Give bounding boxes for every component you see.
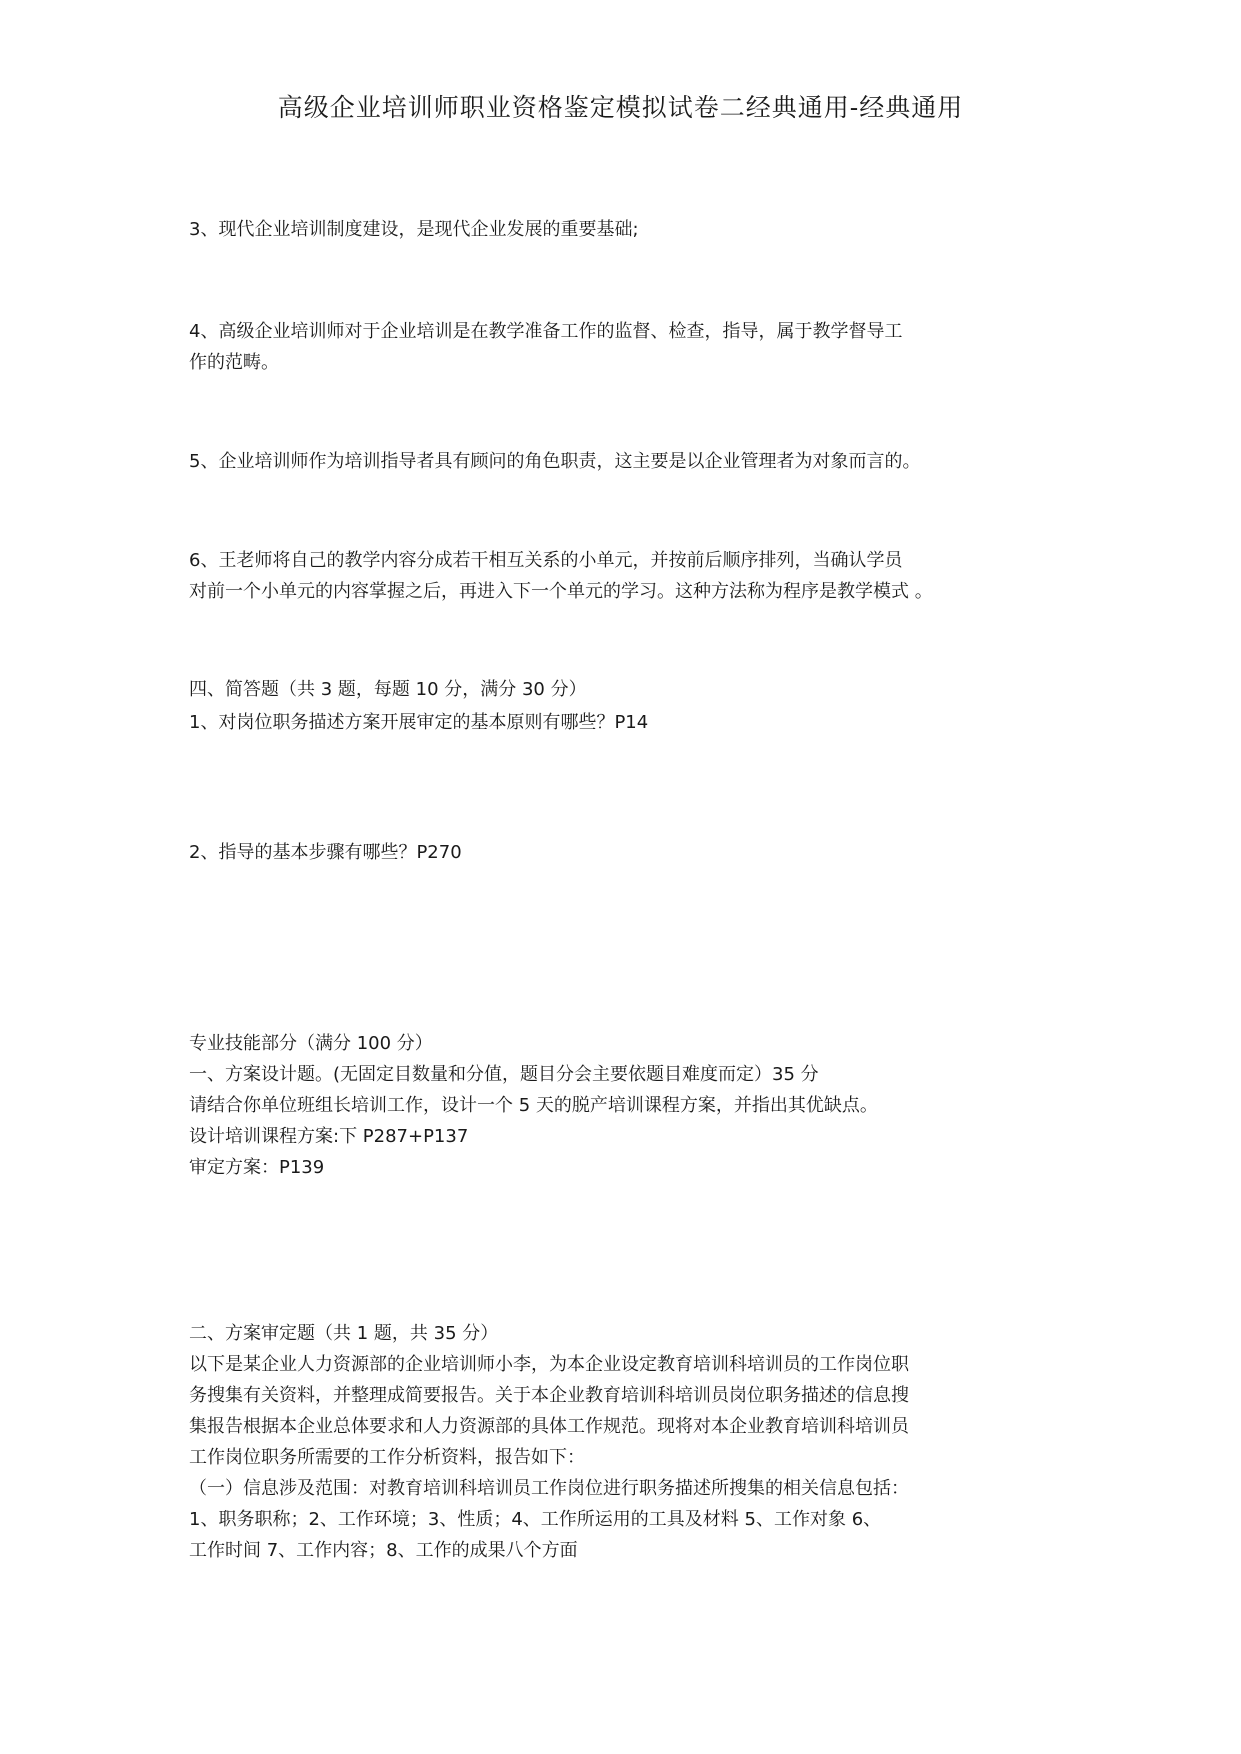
review-line: 工作岗位职务所需要的工作分析资料，报告如下： bbox=[189, 1447, 585, 1468]
skills-line: 审定方案：P139 bbox=[189, 1157, 325, 1178]
item-line: 6、王老师将自己的教学内容分成若干相互关系的小单元，并按前后顺序排列，当确认学员 bbox=[189, 550, 903, 571]
review-section bbox=[189, 1318, 1069, 1566]
item-line: 作的范畴。 bbox=[189, 352, 279, 373]
item-line: 5、企业培训师作为培训指导者具有顾问的角色职责，这主要是以企业管理者为对象而言的。 bbox=[189, 451, 921, 472]
review-line: 1、职务职称；2、工作环境；3、性质；4、工作所运用的工具及材料 5、工作对象 6、 bbox=[189, 1509, 882, 1530]
skills-line: 一、方案设计题。(无固定目数量和分值，题目分会主要依题目难度而定）35 分 bbox=[189, 1064, 819, 1085]
short-answer-question-2: 2、指导的基本步骤有哪些？P270 bbox=[189, 842, 462, 863]
page-title: 高级企业培训师职业资格鉴定模拟试卷二经典通用-经典通用 bbox=[277, 93, 964, 122]
item-line: 对前一个小单元的内容掌握之后，再进入下一个单元的学习。这种方法称为程序是教学模式 。 bbox=[189, 581, 933, 602]
item-line: 3、现代企业培训制度建设，是现代企业发展的重要基础; bbox=[189, 219, 639, 240]
review-line: 工作时间 7、工作内容；8、工作的成果八个方面 bbox=[189, 1540, 578, 1561]
item-line: 4、高级企业培训师对于企业培训是在教学准备工作的监督、检查，指导，属于教学督导工 bbox=[189, 321, 903, 342]
section-heading-skills: 专业技能部分（满分 100 分） bbox=[189, 1033, 433, 1054]
short-answer-question-1: 1、对岗位职务描述方案开展审定的基本原则有哪些？P14 bbox=[189, 712, 649, 733]
skills-line: 设计培训课程方案:下 P287+P137 bbox=[189, 1126, 469, 1147]
review-line: 以下是某企业人力资源部的企业培训师小李，为本企业设定教育培训科培训员的工作岗位职 bbox=[189, 1354, 909, 1375]
review-line: 集报告根据本企业总体要求和人力资源部的具体工作规范。现将对本企业教育培训科培训员 bbox=[189, 1416, 909, 1437]
review-line: 务搜集有关资料，并整理成简要报告。关于本企业教育培训科培训员岗位职务描述的信息搜 bbox=[189, 1385, 909, 1406]
skills-section bbox=[189, 1028, 1069, 1183]
judgement-item-5 bbox=[189, 446, 1069, 477]
judgement-item-4 bbox=[189, 316, 1069, 378]
skills-line: 请结合你单位班组长培训工作，设计一个 5 天的脱产培训课程方案，并指出其优缺点。 bbox=[189, 1095, 878, 1116]
judgement-item-6 bbox=[189, 545, 1069, 607]
section-heading-review: 二、方案审定题（共 1 题，共 35 分） bbox=[189, 1323, 499, 1344]
judgement-item-3 bbox=[189, 214, 1069, 245]
review-line: （一）信息涉及范围：对教育培训科培训员工作岗位进行职务描述所搜集的相关信息包括： bbox=[189, 1478, 909, 1499]
section-heading-short-answer: 四、简答题（共 3 题，每题 10 分，满分 30 分） bbox=[189, 679, 587, 700]
